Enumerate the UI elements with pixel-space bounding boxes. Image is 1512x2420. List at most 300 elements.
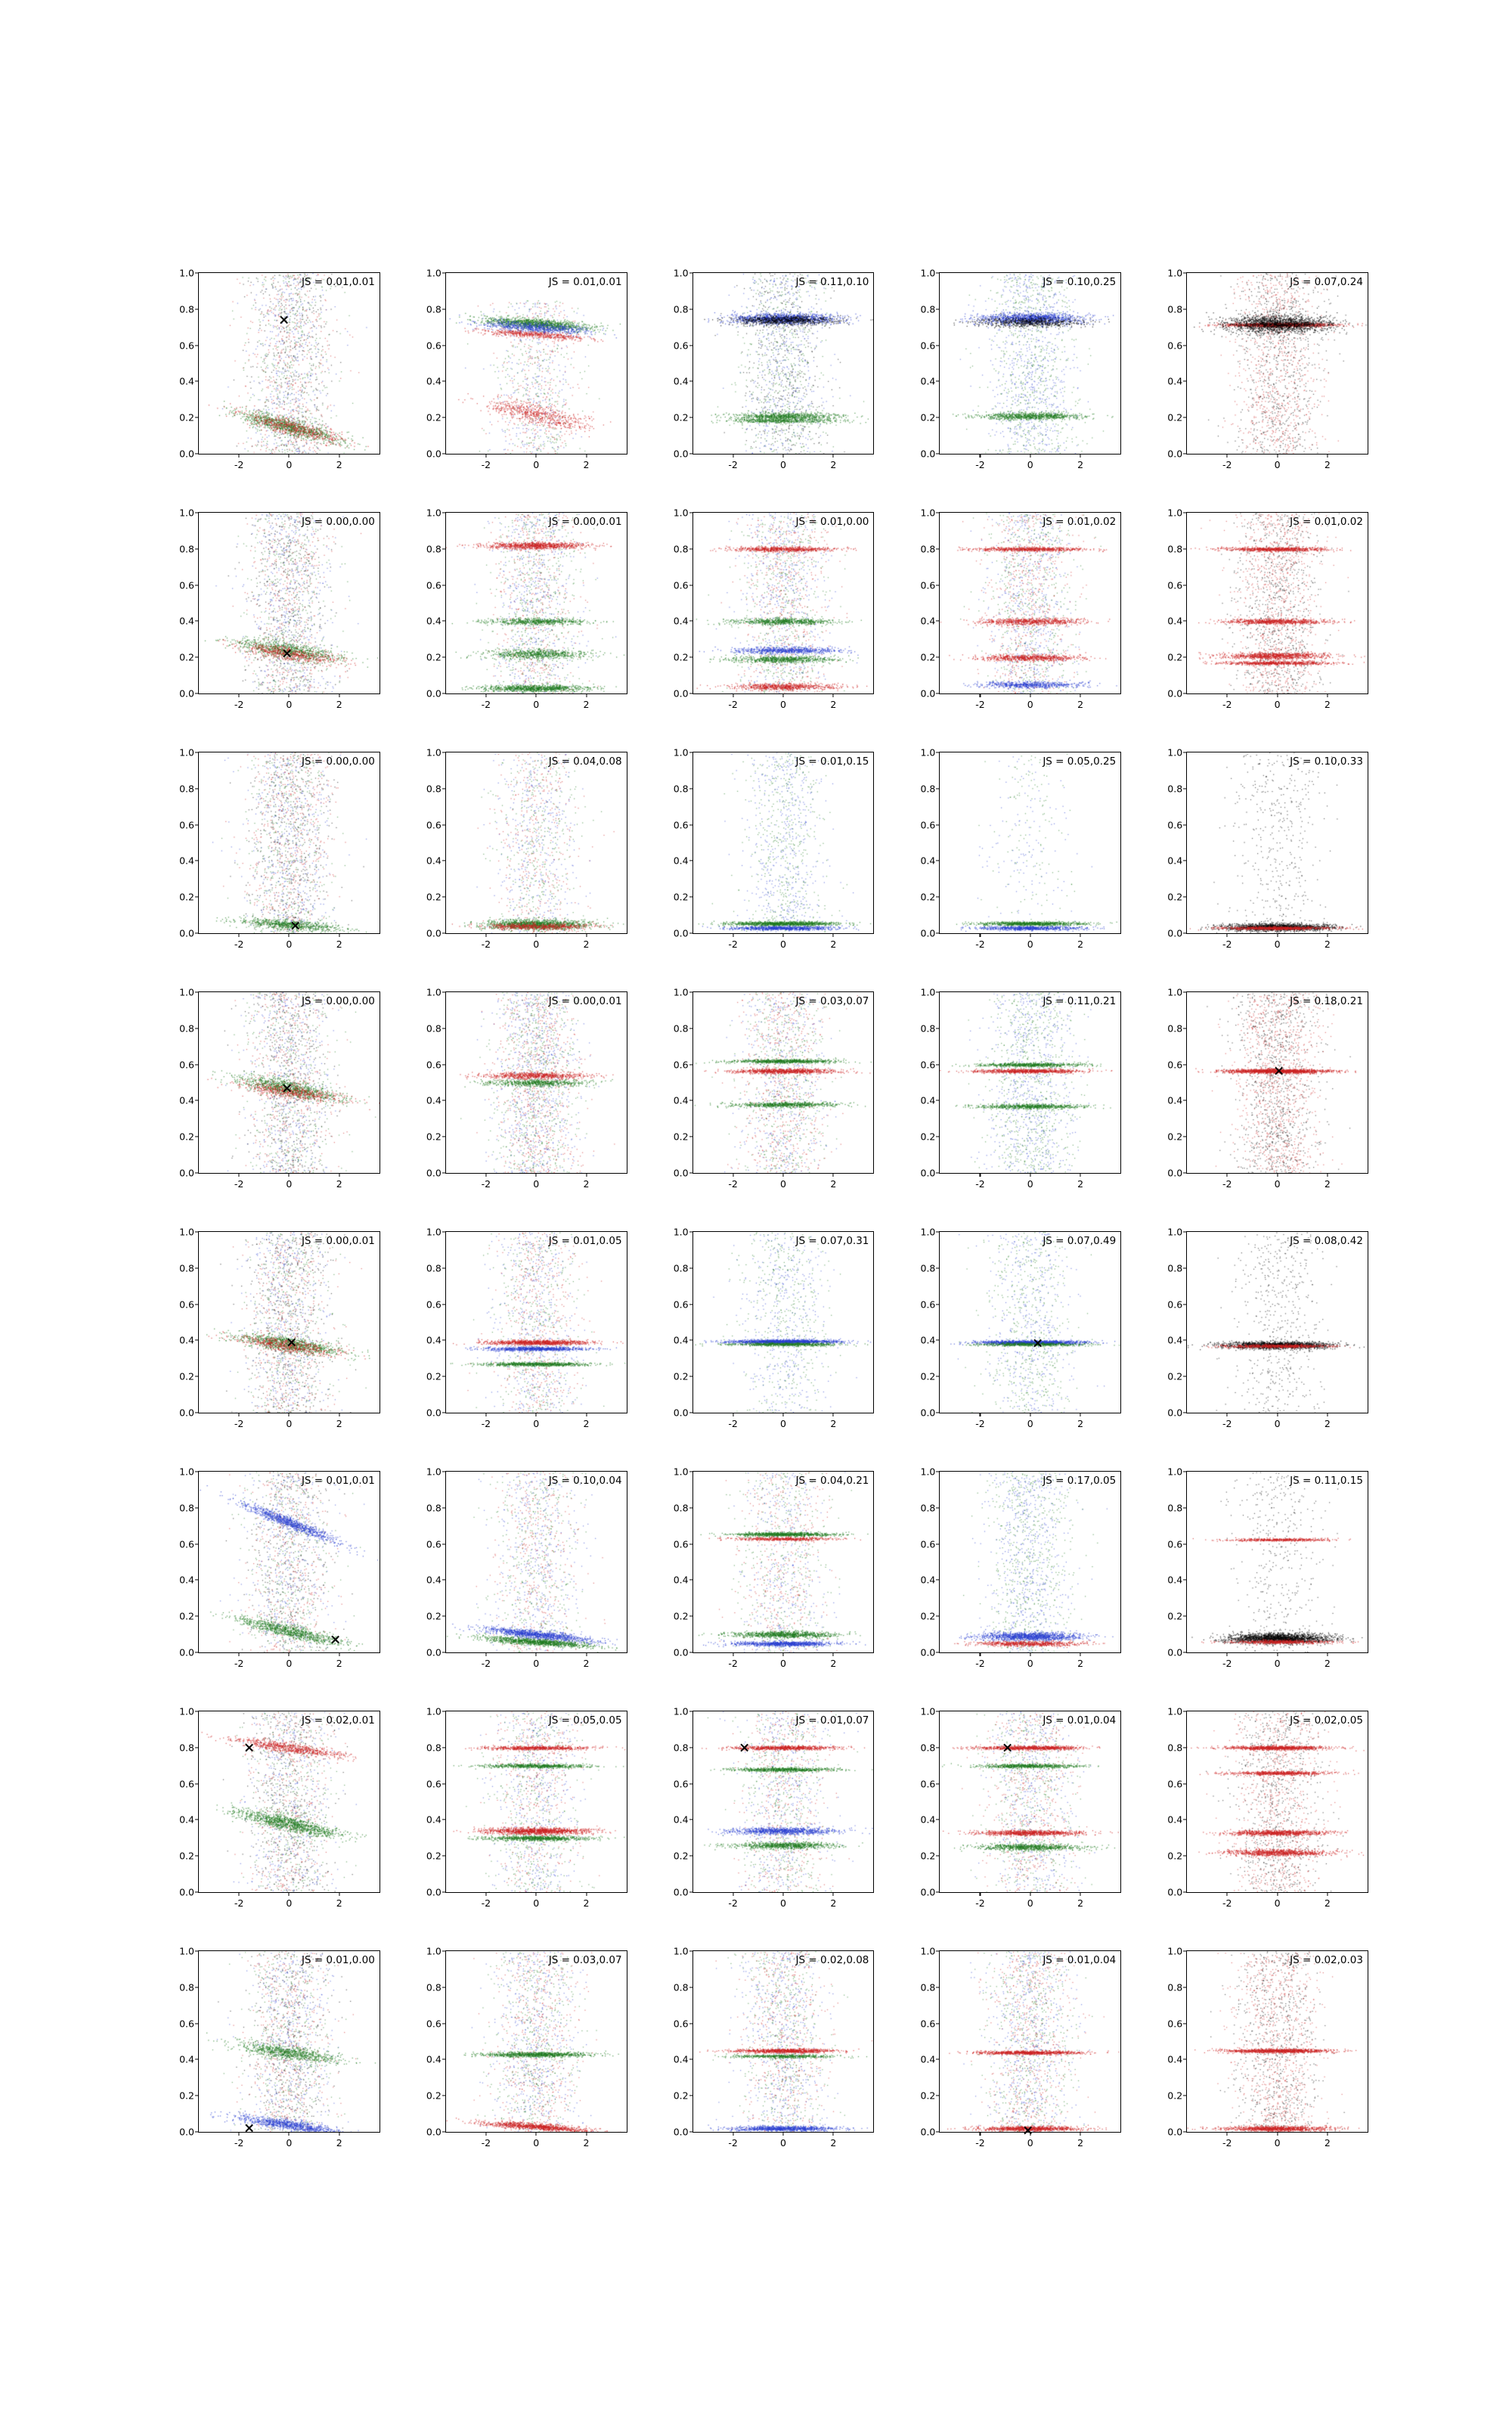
x-tick-label: 0: [1274, 1178, 1281, 1190]
x-tick-label: 0: [1027, 939, 1033, 950]
y-tick-label: 0.2: [1167, 651, 1183, 663]
y-tick-mark: [689, 1507, 693, 1508]
x-tick-label: 0: [780, 1897, 786, 1909]
y-tick-mark: [689, 1376, 693, 1377]
y-tick-mark: [936, 897, 940, 898]
js-annotation: JS = 0.08,0.42: [1290, 1235, 1363, 1247]
y-tick-label: 0.4: [920, 2053, 936, 2065]
plot-area[interactable]: [673, 986, 875, 1190]
subplot-r6-c1: [406, 1705, 627, 1923]
y-tick-label: 0.8: [673, 1981, 689, 1993]
y-tick-label: 0.4: [426, 1574, 442, 1586]
x-tick-mark: [980, 454, 981, 458]
x-tick-mark: [833, 1652, 834, 1656]
x-tick-mark: [1277, 1892, 1278, 1896]
x-tick-label: -2: [234, 1418, 244, 1429]
plot-area[interactable]: [673, 1466, 875, 1669]
y-tick-label: 0.4: [1167, 615, 1183, 627]
y-tick-mark: [936, 1507, 940, 1508]
y-tick-mark: [442, 2131, 446, 2132]
y-tick-mark: [1183, 1412, 1187, 1413]
subplot-r4-c0: [159, 1226, 380, 1444]
y-tick-mark: [442, 824, 446, 825]
x-tick-label: -2: [481, 1418, 491, 1429]
plot-area[interactable]: [920, 1466, 1121, 1669]
plot-area[interactable]: [673, 1945, 875, 2149]
y-tick-label: 0.0: [920, 1886, 936, 1898]
scatter-points: [1187, 1472, 1368, 1652]
y-tick-label: 0.4: [673, 375, 689, 387]
x-tick-label: 0: [780, 2137, 786, 2149]
y-tick-label: 0.2: [1167, 2090, 1183, 2102]
y-tick-mark: [689, 1891, 693, 1892]
js-annotation: JS = 0.00,0.01: [548, 995, 622, 1007]
x-tick-mark: [289, 1652, 290, 1656]
x-tick-mark: [1227, 1892, 1228, 1896]
y-tick-mark: [689, 897, 693, 898]
y-tick-label: 1.0: [920, 1466, 936, 1478]
y-tick-label: 0.0: [426, 687, 442, 700]
y-tick-mark: [195, 621, 199, 622]
y-tick-mark: [195, 1231, 199, 1232]
plot-area[interactable]: [426, 1705, 627, 1909]
plot-area[interactable]: [673, 746, 875, 950]
x-tick-label: 0: [533, 1897, 540, 1909]
y-tick-label: 1.0: [179, 986, 194, 998]
x-tick-mark: [1327, 454, 1328, 458]
y-tick-label: 0.4: [673, 855, 689, 867]
y-tick-label: 0.0: [673, 927, 689, 939]
x-tick-label: 0: [533, 459, 540, 470]
y-tick-mark: [442, 1412, 446, 1413]
scatter-points: [199, 1232, 380, 1413]
x-tick-label: 0: [1274, 459, 1281, 470]
js-annotation: JS = 0.02,0.08: [795, 1954, 869, 1966]
plot-area[interactable]: [426, 1226, 627, 1429]
y-tick-label: 1.0: [426, 986, 442, 998]
y-tick-mark: [936, 1064, 940, 1065]
subplot-r0-c4: [1147, 267, 1368, 485]
x-tick-mark: [239, 933, 240, 937]
js-annotation: JS = 0.01,0.15: [795, 755, 869, 768]
plot-area[interactable]: [1167, 507, 1368, 710]
x-tick-label: -2: [481, 1178, 491, 1190]
y-tick-mark: [1183, 1172, 1187, 1173]
plot-area[interactable]: [673, 1226, 875, 1429]
x-tick-label: -2: [481, 1897, 491, 1909]
x-tick-mark: [586, 1652, 587, 1656]
y-tick-mark: [936, 1856, 940, 1857]
plot-area[interactable]: [426, 507, 627, 710]
y-tick-label: 0.8: [673, 1502, 689, 1514]
plot-area[interactable]: [920, 1705, 1121, 1909]
x-tick-label: -2: [1222, 1897, 1232, 1909]
x-tick-label: 2: [1324, 1178, 1331, 1190]
scatter-points: [1187, 992, 1368, 1173]
plot-area[interactable]: [426, 1945, 627, 2149]
scatter-points: [693, 513, 874, 693]
subplot-r1-c0: [159, 507, 380, 724]
y-tick-mark: [936, 1950, 940, 1951]
js-annotation: JS = 0.02,0.05: [1290, 1714, 1363, 1727]
y-tick-label: 0.6: [920, 2018, 936, 2030]
scatter-points: [693, 752, 874, 933]
y-tick-mark: [936, 453, 940, 454]
scatter-points: [940, 1711, 1120, 1892]
y-tick-mark: [1183, 2023, 1187, 2024]
y-tick-label: 1.0: [673, 1226, 689, 1238]
plot-area[interactable]: [673, 507, 875, 710]
y-tick-label: 0.8: [179, 303, 194, 315]
y-tick-label: 0.2: [920, 1131, 936, 1143]
y-tick-label: 1.0: [179, 1226, 194, 1238]
x-tick-mark: [289, 1173, 290, 1177]
y-tick-label: 1.0: [179, 746, 194, 759]
y-tick-label: 0.0: [426, 1886, 442, 1898]
y-tick-label: 0.4: [426, 375, 442, 387]
y-tick-mark: [1183, 548, 1187, 549]
subplot-r0-c0: [159, 267, 380, 485]
plot-area[interactable]: [1167, 746, 1368, 950]
x-tick-label: 2: [583, 1658, 590, 1669]
y-tick-mark: [195, 453, 199, 454]
y-tick-label: 0.4: [920, 615, 936, 627]
y-tick-mark: [1183, 1856, 1187, 1857]
js-annotation: JS = 0.01,0.01: [301, 276, 375, 288]
subplot-r1-c1: [406, 507, 627, 724]
y-tick-mark: [195, 991, 199, 992]
y-tick-mark: [689, 1783, 693, 1784]
plot-area[interactable]: [673, 267, 875, 470]
x-tick-label: -2: [1222, 459, 1232, 470]
plot-area[interactable]: [179, 1466, 380, 1669]
x-tick-mark: [586, 693, 587, 697]
y-tick-label: 1.0: [426, 267, 442, 279]
scatter-points: [1187, 273, 1368, 454]
y-tick-mark: [442, 788, 446, 789]
x-tick-mark: [1227, 693, 1228, 697]
x-tick-mark: [1277, 1413, 1278, 1416]
x-tick-label: -2: [234, 2137, 244, 2149]
scatter-points: [940, 513, 1120, 693]
y-tick-label: 0.0: [920, 448, 936, 460]
y-tick-label: 0.6: [426, 579, 442, 591]
js-annotation: JS = 0.01,0.00: [795, 516, 869, 528]
subplot-grid: [159, 267, 1368, 2163]
plot-area[interactable]: [920, 507, 1121, 710]
x-tick-mark: [289, 1413, 290, 1416]
subplot-r1-c4: [1147, 507, 1368, 724]
y-tick-label: 0.4: [179, 2053, 194, 2065]
y-tick-mark: [689, 932, 693, 933]
subplot-r2-c1: [406, 746, 627, 964]
y-tick-mark: [442, 1616, 446, 1617]
y-tick-label: 1.0: [426, 1705, 442, 1717]
scatter-points: [940, 992, 1120, 1173]
y-tick-mark: [936, 2131, 940, 2132]
y-tick-mark: [442, 1231, 446, 1232]
y-tick-label: 0.8: [426, 783, 442, 795]
y-tick-mark: [195, 824, 199, 825]
x-tick-mark: [1227, 933, 1228, 937]
y-tick-mark: [936, 1412, 940, 1413]
x-tick-mark: [782, 933, 783, 937]
x-tick-label: 2: [583, 699, 590, 710]
plot-area[interactable]: [1167, 986, 1368, 1190]
y-tick-label: 0.0: [920, 1407, 936, 1419]
x-tick-label: -2: [1222, 1658, 1232, 1669]
y-tick-label: 0.0: [179, 927, 194, 939]
x-tick-label: -2: [1222, 1418, 1232, 1429]
x-tick-label: 2: [830, 2137, 837, 2149]
y-tick-mark: [195, 1412, 199, 1413]
x-tick-label: -2: [975, 1178, 985, 1190]
y-tick-label: 0.8: [426, 543, 442, 555]
x-tick-mark: [485, 1413, 486, 1416]
js-annotation: JS = 0.02,0.01: [301, 1714, 375, 1727]
plot-area[interactable]: [1167, 1226, 1368, 1429]
y-tick-label: 0.4: [426, 855, 442, 867]
x-tick-label: 2: [583, 459, 590, 470]
x-tick-mark: [536, 1173, 537, 1177]
plot-area[interactable]: [673, 1705, 875, 1909]
x-tick-label: 0: [1274, 2137, 1281, 2149]
x-tick-mark: [239, 1652, 240, 1656]
subplot-r5-c1: [406, 1466, 627, 1683]
x-tick-label: 0: [1274, 1418, 1281, 1429]
y-tick-label: 0.2: [426, 891, 442, 903]
y-tick-mark: [1183, 824, 1187, 825]
y-tick-label: 1.0: [673, 1705, 689, 1717]
y-tick-label: 0.8: [1167, 783, 1183, 795]
js-annotation: JS = 0.04,0.21: [795, 1475, 869, 1487]
x-tick-mark: [1327, 1173, 1328, 1177]
x-tick-label: 0: [533, 939, 540, 950]
y-tick-label: 0.4: [179, 1813, 194, 1826]
y-tick-label: 0.6: [426, 1778, 442, 1790]
x-tick-label: 0: [1274, 939, 1281, 950]
x-tick-label: 0: [286, 1897, 293, 1909]
y-tick-label: 0.0: [920, 687, 936, 700]
y-tick-label: 0.6: [179, 819, 194, 831]
y-tick-label: 0.4: [179, 855, 194, 867]
y-tick-mark: [1183, 897, 1187, 898]
x-tick-mark: [536, 1413, 537, 1416]
x-tick-label: 2: [336, 1178, 342, 1190]
subplot-r2-c0: [159, 746, 380, 964]
plot-area[interactable]: [426, 267, 627, 470]
y-tick-label: 1.0: [920, 1705, 936, 1717]
plot-area[interactable]: [426, 986, 627, 1190]
y-tick-label: 0.2: [426, 651, 442, 663]
plot-area[interactable]: [920, 986, 1121, 1190]
y-tick-mark: [195, 1471, 199, 1472]
y-tick-mark: [195, 1580, 199, 1581]
x-tick-mark: [485, 933, 486, 937]
plot-area[interactable]: [920, 267, 1121, 470]
plot-area[interactable]: [179, 746, 380, 950]
plot-area[interactable]: [179, 1705, 380, 1909]
y-tick-mark: [936, 381, 940, 382]
x-tick-mark: [1080, 1413, 1081, 1416]
y-tick-mark: [936, 2059, 940, 2060]
plot-area[interactable]: [179, 507, 380, 710]
y-tick-label: 0.8: [426, 1022, 442, 1035]
x-tick-label: -2: [234, 699, 244, 710]
y-tick-mark: [195, 417, 199, 418]
scatter-points: [693, 1711, 874, 1892]
y-tick-mark: [442, 1783, 446, 1784]
y-tick-label: 0.2: [673, 651, 689, 663]
js-annotation: JS = 0.05,0.25: [1043, 755, 1117, 768]
y-tick-mark: [442, 1376, 446, 1377]
y-tick-mark: [689, 2131, 693, 2132]
y-tick-label: 0.2: [673, 1370, 689, 1382]
x-tick-label: -2: [1222, 1178, 1232, 1190]
x-tick-mark: [782, 1652, 783, 1656]
y-tick-mark: [689, 381, 693, 382]
y-tick-mark: [936, 1747, 940, 1748]
y-tick-mark: [936, 1891, 940, 1892]
y-tick-mark: [689, 1304, 693, 1305]
y-tick-label: 0.4: [1167, 375, 1183, 387]
y-tick-mark: [442, 991, 446, 992]
y-tick-label: 0.0: [179, 2126, 194, 2138]
y-tick-label: 0.2: [1167, 1370, 1183, 1382]
y-tick-label: 0.6: [1167, 340, 1183, 352]
y-tick-label: 0.4: [673, 2053, 689, 2065]
scatter-points: [199, 752, 380, 933]
plot-area[interactable]: [426, 746, 627, 950]
y-tick-mark: [1183, 1507, 1187, 1508]
scatter-points: [940, 752, 1120, 933]
y-tick-mark: [442, 621, 446, 622]
scatter-points: [199, 513, 380, 693]
y-tick-mark: [1183, 1471, 1187, 1472]
subplot-r5-c2: [653, 1466, 875, 1683]
y-tick-mark: [195, 1856, 199, 1857]
y-tick-label: 0.2: [426, 1850, 442, 1862]
x-tick-mark: [782, 454, 783, 458]
y-tick-mark: [1183, 1340, 1187, 1341]
y-tick-mark: [689, 345, 693, 346]
y-tick-mark: [195, 2059, 199, 2060]
y-tick-mark: [442, 1747, 446, 1748]
scatter-points: [446, 1472, 627, 1652]
y-tick-mark: [689, 272, 693, 273]
y-tick-mark: [689, 453, 693, 454]
y-tick-label: 0.6: [920, 1778, 936, 1790]
plot-area[interactable]: [1167, 1466, 1368, 1669]
x-tick-label: 2: [336, 459, 342, 470]
y-tick-mark: [1183, 788, 1187, 789]
x-tick-label: -2: [234, 459, 244, 470]
x-tick-mark: [586, 1173, 587, 1177]
plot-area[interactable]: [1167, 267, 1368, 470]
subplot-r6-c0: [159, 1705, 380, 1923]
x-tick-label: 2: [1324, 939, 1331, 950]
subplot-r7-c2: [653, 1945, 875, 2163]
y-tick-mark: [936, 1172, 940, 1173]
y-tick-mark: [689, 824, 693, 825]
plot-area[interactable]: [179, 986, 380, 1190]
x-tick-label: 2: [830, 699, 837, 710]
y-tick-label: 0.2: [426, 411, 442, 424]
js-annotation: JS = 0.11,0.21: [1043, 995, 1117, 1007]
y-tick-mark: [689, 1100, 693, 1101]
x-tick-label: 0: [1027, 2137, 1033, 2149]
x-tick-label: 2: [583, 1418, 590, 1429]
y-tick-label: 0.2: [426, 1370, 442, 1382]
plot-area[interactable]: [1167, 1705, 1368, 1909]
y-tick-label: 1.0: [179, 507, 194, 519]
y-tick-mark: [1183, 1064, 1187, 1065]
x-tick-label: -2: [481, 1658, 491, 1669]
y-tick-label: 0.2: [1167, 1850, 1183, 1862]
y-tick-mark: [936, 512, 940, 513]
subplot-r5-c3: [900, 1466, 1121, 1683]
y-tick-label: 0.0: [1167, 1646, 1183, 1658]
plot-area[interactable]: [920, 1226, 1121, 1429]
y-tick-label: 0.8: [179, 783, 194, 795]
y-tick-label: 0.2: [426, 1131, 442, 1143]
y-tick-label: 0.4: [1167, 1094, 1183, 1106]
y-tick-mark: [936, 1267, 940, 1268]
x-tick-label: 2: [1077, 459, 1084, 470]
y-tick-label: 0.2: [1167, 1131, 1183, 1143]
scatter-points: [940, 1232, 1120, 1413]
x-tick-label: 2: [830, 1178, 837, 1190]
scatter-points: [693, 992, 874, 1173]
y-tick-mark: [936, 1580, 940, 1581]
plot-area[interactable]: [920, 746, 1121, 950]
y-tick-label: 1.0: [673, 746, 689, 759]
x-tick-mark: [239, 2132, 240, 2136]
plot-area[interactable]: [920, 1945, 1121, 2149]
y-tick-mark: [1183, 1304, 1187, 1305]
y-tick-mark: [689, 2023, 693, 2024]
y-tick-label: 0.8: [179, 1742, 194, 1754]
plot-area[interactable]: [1167, 1945, 1368, 2149]
y-tick-mark: [442, 1891, 446, 1892]
x-tick-mark: [289, 693, 290, 697]
x-tick-label: 2: [830, 939, 837, 950]
y-tick-label: 0.4: [426, 1094, 442, 1106]
y-tick-mark: [195, 2023, 199, 2024]
plot-area[interactable]: [179, 1945, 380, 2149]
x-tick-label: -2: [481, 699, 491, 710]
x-tick-mark: [1327, 1652, 1328, 1656]
y-tick-mark: [936, 2023, 940, 2024]
y-tick-label: 0.6: [920, 1538, 936, 1550]
y-tick-label: 0.6: [1167, 2018, 1183, 2030]
x-tick-label: 2: [1324, 2137, 1331, 2149]
y-tick-label: 0.0: [179, 1167, 194, 1179]
plot-area[interactable]: [426, 1466, 627, 1669]
x-tick-label: 2: [830, 1418, 837, 1429]
y-tick-label: 0.2: [673, 2090, 689, 2102]
y-tick-label: 0.6: [1167, 579, 1183, 591]
y-tick-label: 0.8: [920, 1022, 936, 1035]
y-tick-mark: [936, 272, 940, 273]
plot-area[interactable]: [179, 1226, 380, 1429]
y-tick-label: 0.8: [673, 543, 689, 555]
x-tick-label: 0: [1274, 1658, 1281, 1669]
y-tick-label: 0.4: [179, 1334, 194, 1346]
js-annotation: JS = 0.01,0.05: [548, 1235, 622, 1247]
y-tick-mark: [1183, 1580, 1187, 1581]
plot-area[interactable]: [179, 267, 380, 470]
